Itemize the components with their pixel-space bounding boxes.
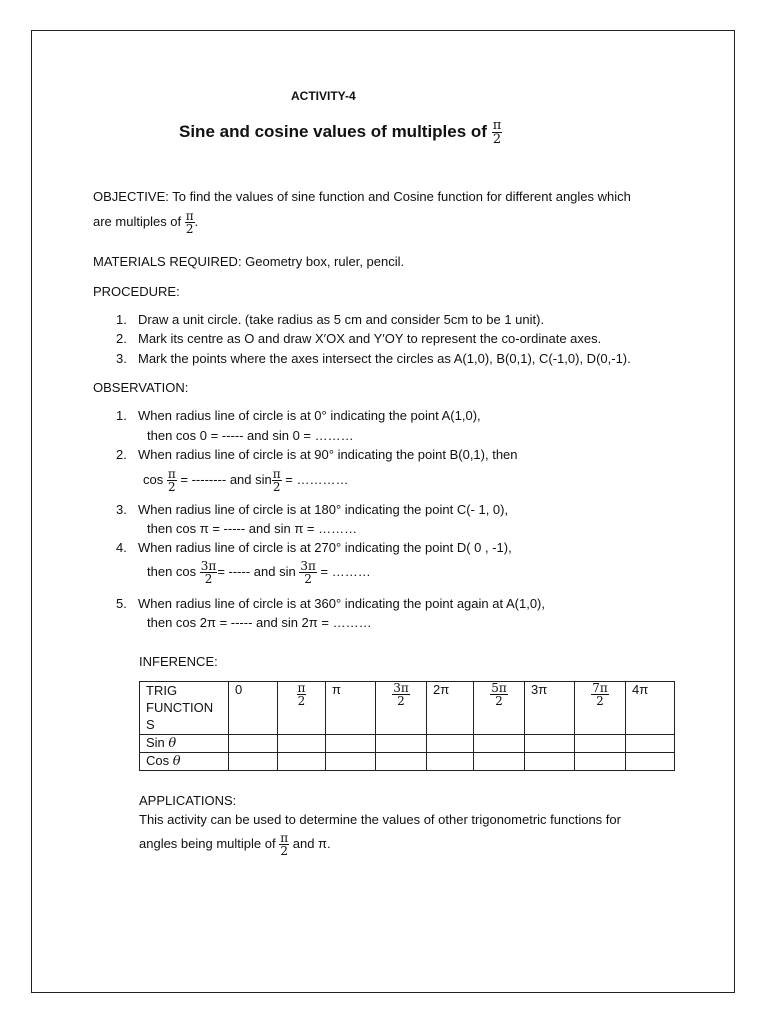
angle-header: π: [326, 682, 376, 735]
procedure-step: 3. Mark the points where the axes intersect the circles as A(1,0), B(0,1), C(-1,0), D(0,-1).: [116, 351, 631, 366]
applications-heading: APPLICATIONS:: [139, 793, 237, 808]
fraction: $\frac{3\pi}{2}$: [200, 559, 217, 586]
observation-result: cos $\frac{\pi}{2}$ = -------- and sin $\frac{\pi}{2}$ = …………: [143, 467, 349, 494]
observation-item: 3. When radius line of circle is at 180° indicating the point C(- 1, 0),: [116, 502, 509, 517]
inference-heading: INFERENCE:: [139, 654, 218, 669]
objective-line1: OBJECTIVE: To find the values of sine function and Cosine function for different angles which: [93, 189, 631, 204]
procedure-step: 2. Mark its centre as O and draw X′OX and Y′OY to represent the co-ordinate axes.: [116, 331, 602, 346]
materials-required: MATERIALS REQUIRED: Geometry box, ruler, pencil.: [93, 254, 405, 269]
observation-result: then cos $\frac{3\pi}{2}$ = ----- and sin $\frac{3\pi}{2}$ = ………: [147, 559, 371, 586]
table-row: [140, 735, 675, 753]
observation-result: then cos 0 = ----- and sin 0 = ………: [147, 428, 354, 443]
angle-header: $\frac{\pi}{2}$: [278, 682, 326, 735]
row-label-sin: Sin θ: [140, 735, 229, 753]
observation-item: 1. When radius line of circle is at 0° indicating the point A(1,0),: [116, 408, 481, 423]
row-label-cos: Cos θ: [140, 753, 229, 771]
angle-header: $\frac{5\pi}{2}$: [474, 682, 525, 735]
activity-number: ACTIVITY-4: [291, 89, 356, 103]
objective-fraction: $\frac{\pi}{2}$: [185, 209, 194, 236]
applications-line1: This activity can be used to determine the values of other trigonometric functions for: [139, 812, 621, 827]
table-header-row: [140, 682, 675, 735]
angle-header: 3π: [525, 682, 575, 735]
title-fraction: $\frac{\pi}{2}$: [492, 118, 502, 147]
angle-header: $\frac{3\pi}{2}$: [376, 682, 427, 735]
objective-line2: are multiples of $\frac{\pi}{2}$ .: [93, 209, 199, 236]
angle-header: 4π: [626, 682, 675, 735]
table-row: [140, 753, 675, 771]
procedure-heading: PROCEDURE:: [93, 284, 180, 299]
angle-header: $\frac{7\pi}{2}$: [575, 682, 626, 735]
fraction: $\frac{3\pi}{2}$: [300, 559, 316, 586]
angle-header: 2π: [427, 682, 474, 735]
observation-heading: OBSERVATION:: [93, 380, 189, 395]
fraction: $\frac{\pi}{2}$: [167, 467, 176, 494]
procedure-step: 1. Draw a unit circle. (take radius as 5 cm and consider 5cm to be 1 unit).: [116, 312, 545, 327]
title-text: Sine and cosine values of multiples of: [179, 121, 487, 141]
observation-item: 5. When radius line of circle is at 360° indicating the point again at A(1,0),: [116, 596, 545, 611]
observation-item: 4. When radius line of circle is at 270° indicating the point D( 0 , -1),: [116, 540, 512, 555]
row-label-header: TRIG FUNCTION S: [140, 682, 229, 735]
fraction: $\frac{\pi}{2}$: [280, 831, 289, 858]
angle-header: 0: [229, 682, 278, 735]
observation-item: 2. When radius line of circle is at 90° indicating the point B(0,1), then: [116, 447, 518, 462]
observation-result: then cos π = ----- and sin π = ………: [147, 521, 358, 536]
inference-table: [139, 681, 675, 771]
applications-line2: angles being multiple of $\frac{\pi}{2}$ and π.: [139, 831, 331, 858]
fraction: $\frac{\pi}{2}$: [272, 467, 281, 494]
observation-result: then cos 2π = ----- and sin 2π = ………: [147, 615, 372, 630]
page-title: [179, 119, 502, 146]
